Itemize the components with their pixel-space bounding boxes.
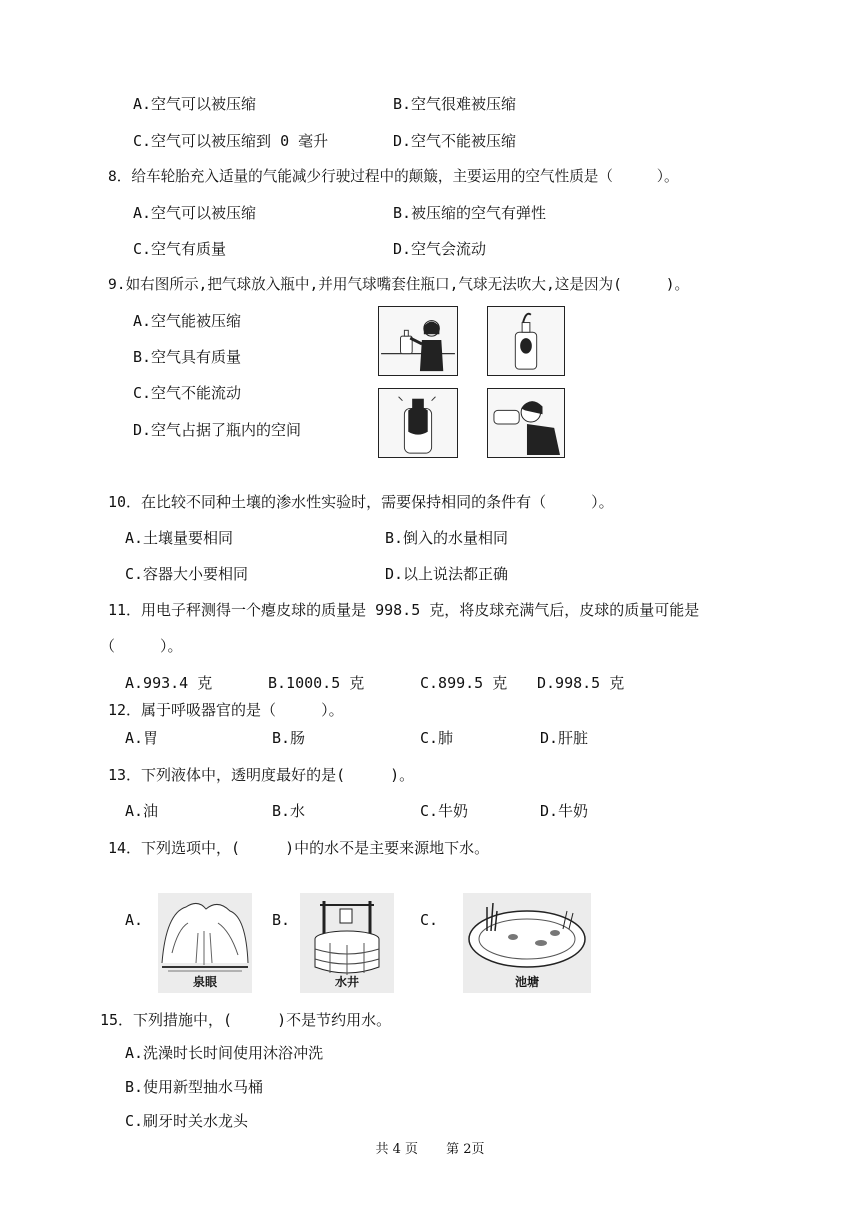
q10-option-d: D.以上说法都正确 [385, 565, 509, 583]
q15-option-b: B.使用新型抽水马桶 [125, 1078, 264, 1096]
q12-option-c: C.肺 [420, 729, 454, 747]
q9-option-d: D.空气占据了瓶内的空间 [133, 421, 302, 439]
q11-stem-line2: （ ）。 [100, 637, 183, 655]
q14-figure-pond [463, 893, 591, 993]
q7-option-c: C.空气可以被压缩到 0 毫升 [133, 132, 329, 150]
q9-option-a: A.空气能被压缩 [133, 312, 242, 330]
q8-option-c: C.空气有质量 [133, 240, 227, 258]
q13-option-a: A.油 [125, 802, 159, 820]
q14-caption-well: 水井 [334, 975, 359, 989]
q9-figure-child-blowing [487, 388, 565, 458]
q12-option-d: D.肝脏 [540, 729, 589, 747]
q11-option-b: B.1000.5 克 [268, 674, 365, 692]
q14-option-b: B. [272, 911, 291, 929]
q12-option-b: B.肠 [272, 729, 306, 747]
q13-option-d: D.牛奶 [540, 802, 589, 820]
q13-stem: 13．下列液体中，透明度最好的是( )。 [108, 766, 415, 784]
q7-option-b: B.空气很难被压缩 [393, 95, 517, 113]
q14-caption-pond: 池塘 [514, 975, 539, 989]
q11-stem-line1: 11．用电子秤测得一个瘪皮球的质量是 998.5 克，将皮球充满气后，皮球的质量可能是 [108, 601, 700, 619]
q8-option-d: D.空气会流动 [393, 240, 487, 258]
footer-page-number: 第 2页 [446, 1142, 485, 1157]
q13-option-b: B.水 [272, 802, 306, 820]
page-footer [0, 1138, 860, 1157]
q8-option-b: B.被压缩的空气有弹性 [393, 204, 547, 222]
q12-option-a: A.胃 [125, 729, 159, 747]
q11-option-a: A.993.4 克 [125, 674, 213, 692]
q15-option-c: C.刷牙时关水龙头 [125, 1112, 249, 1130]
q9-figure-bottle-sealed [378, 388, 458, 458]
q9-option-b: B.空气具有质量 [133, 348, 242, 366]
q11-option-d: D.998.5 克 [537, 674, 625, 692]
q8-option-a: A.空气可以被压缩 [133, 204, 257, 222]
q10-option-b: B.倒入的水量相同 [385, 529, 509, 547]
q15-stem: 15．下列措施中，( )不是节约用水。 [100, 1011, 392, 1029]
q10-stem: 10．在比较不同种土壤的渗水性实验时，需要保持相同的条件有（ ）。 [108, 493, 614, 511]
q15-option-a: A.洗澡时长时间使用沐浴冲洗 [125, 1044, 324, 1062]
q14-figure-well [300, 893, 394, 993]
q9-stem: 9.如右图所示,把气球放入瓶中,并用气球嘴套住瓶口,气球无法吹大,这是因为( )。 [108, 276, 690, 293]
q9-figure-balloon-in-bottle [487, 306, 565, 376]
q14-option-c: C. [420, 911, 439, 929]
q14-figure-spring [158, 893, 252, 993]
q14-option-a: A. [125, 911, 144, 929]
q9-figure-girl-with-bottle [378, 306, 458, 376]
q7-option-a: A.空气可以被压缩 [133, 95, 257, 113]
q11-option-c: C.899.5 克 [420, 674, 508, 692]
q10-option-a: A.土壤量要相同 [125, 529, 234, 547]
q8-stem: 8．给车轮胎充入适量的气能减少行驶过程中的颠簸，主要运用的空气性质是（ ）。 [108, 168, 679, 185]
q14-caption-spring: 泉眼 [192, 975, 217, 989]
q13-option-c: C.牛奶 [420, 802, 469, 820]
q9-option-c: C.空气不能流动 [133, 384, 242, 402]
q7-option-d: D.空气不能被压缩 [393, 132, 517, 150]
footer-total-pages: 共 4 页 [375, 1142, 418, 1157]
q12-stem: 12．属于呼吸器官的是（ ）。 [108, 701, 344, 719]
q10-option-c: C.容器大小要相同 [125, 565, 249, 583]
q14-stem: 14．下列选项中，( )中的水不是主要来源地下水。 [108, 839, 490, 857]
